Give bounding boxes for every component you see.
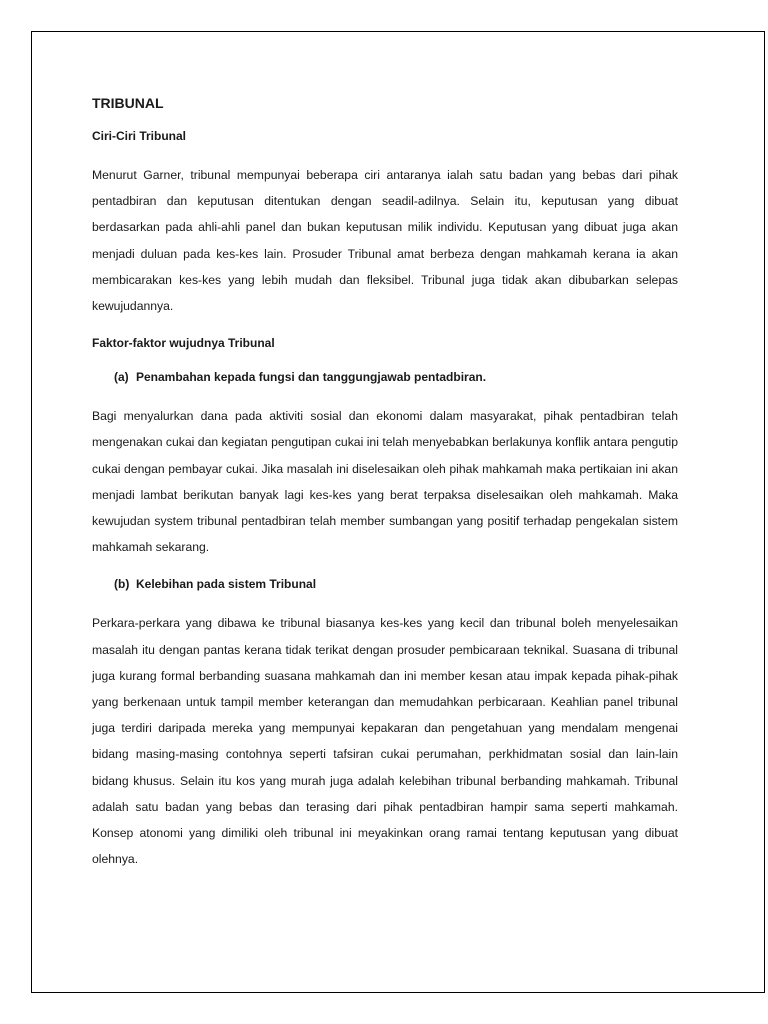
paragraph-ciri-ciri: Menurut Garner, tribunal mempunyai beberapa ciri antaranya ialah satu badan yang bebas dari pihak pentadbiran dan keputusan ditentukan dengan seadil-adilnya. Selain itu, keputusan yang dibuat berdasarkan pada ahli-ahli panel dan bukan keputusan milik individu. Keputusan yang dibuat juga akan menjadi duluan pada kes-kes lain. Prosuder Tribunal amat berbeza dengan mahkamah kerana ia akan membicarakan kes-kes yang lebih mudah dan fleksibel. Tribunal juga tidak akan dibubarkan selepas kewujudannya. <box>92 168 678 314</box>
paragraph-b: Perkara-perkara yang dibawa ke tribunal biasanya kes-kes yang kecil dan tribunal boleh menyelesaikan masalah itu dengan pantas kerana tidak terikat dengan prosuder pembicaraan teknikal. Suasana di tribunal juga kurang formal berbanding suasana mahkamah dan ini member kesan atau impak kepada pihak-pihak yang berkenaan untuk tampil member keterangan dan memudahkan perbicaraan. Keahlian panel tribunal juga terdiri daripada mereka yang mempunyai kepakaran dan pengetahuan yang mendalam mengenai bidang masing-masing contohnya seperti tafsiran cukai perumahan, perkhidmatan sosial dan lain-lain bidang khusus. Selain itu kos yang murah juga adalah kelebihan tribunal berbanding mahkamah. Tribunal adalah satu badan yang bebas dan terasing dari pihak pentadbiran hampir sama seperti mahkamah. Konsep atonomi yang dimiliki oleh tribunal ini meyakinkan orang ramai tentang keputusan yang dibuat olehnya. <box>92 616 678 867</box>
subsection-heading-b <box>92 576 678 592</box>
document-body <box>92 94 678 888</box>
paragraph-a: Bagi menyalurkan dana pada aktiviti sosial dan ekonomi dalam masyarakat, pihak pentadbiran telah mengenakan cukai dan kegiatan pengutipan cukai ini telah menyebabkan berlakunya konflik antara pengutip cukai dengan pembayar cukai. Jika masalah ini diselesaikan oleh pihak mahkamah maka pertikaian ini akan menjadi lambat berikutan banyak lagi kes-kes yang berat terpaksa diselesaikan oleh mahkamah. Maka kewujudan system tribunal pentadbiran telah member sumbangan yang positif terhadap pengekalan sistem mahkamah sekarang. <box>92 409 678 555</box>
document-title: TRIBUNAL <box>92 95 164 111</box>
subsection-heading-a <box>92 369 678 385</box>
section-heading-ciri-ciri: Ciri-Ciri Tribunal <box>92 129 187 143</box>
subsection-title-b: Kelebihan pada sistem Tribunal <box>136 577 317 592</box>
subsection-marker-b: (b) <box>114 577 130 592</box>
subsection-marker-a: (a) <box>114 370 129 385</box>
section-heading-faktor: Faktor-faktor wujudnya Tribunal <box>92 336 275 351</box>
document-page <box>31 31 765 993</box>
subsection-title-a: Penambahan kepada fungsi dan tanggungjawab pentadbiran. <box>136 370 487 385</box>
